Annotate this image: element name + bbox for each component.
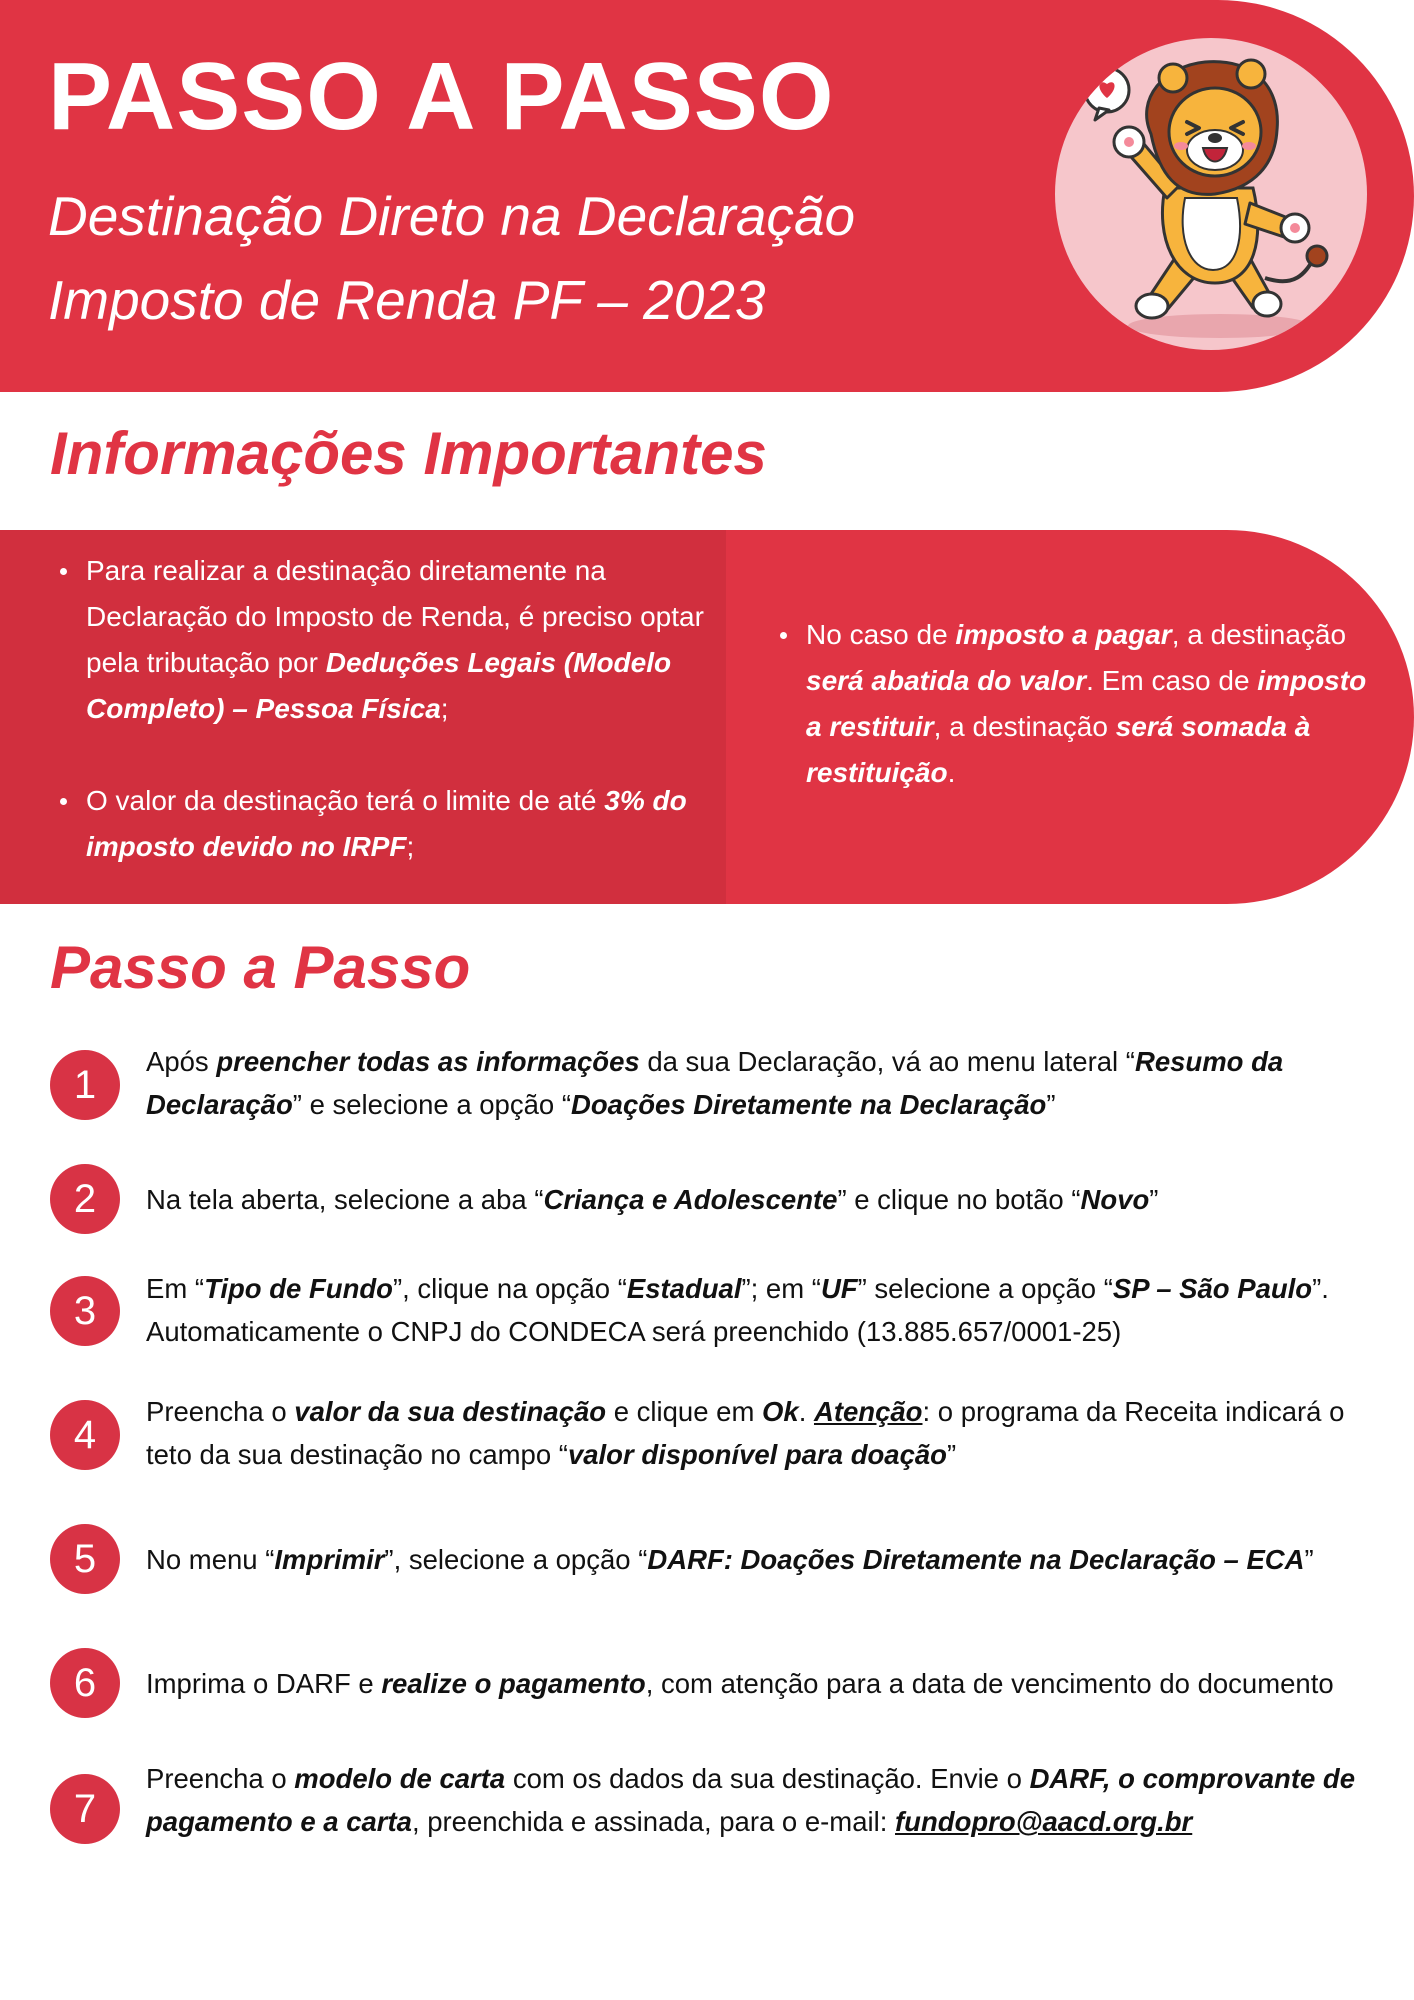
step-number-4: 4 <box>50 1400 120 1470</box>
step-text-7 <box>146 1757 1376 1843</box>
steps-section-title: Passo a Passo <box>50 934 471 1001</box>
lion-mascot-illustration <box>1055 38 1367 350</box>
step-text-4 <box>146 1390 1376 1476</box>
emphasis: 3% do imposto devido no IRPF <box>86 785 687 862</box>
emphasis: imposto a pagar <box>955 619 1172 650</box>
emphasis: realize o pagamento <box>381 1668 646 1699</box>
text: ” e selecione a opção “ <box>292 1089 571 1120</box>
step-number-1: 1 <box>50 1050 120 1120</box>
text: ”, selecione a opção “ <box>384 1544 648 1575</box>
step-text-6 <box>146 1662 1376 1705</box>
emphasis: Estadual <box>626 1273 742 1304</box>
text: . <box>947 757 956 788</box>
text: , preenchida e assinada, para o e-mail: <box>411 1806 896 1837</box>
text: No caso de <box>806 619 956 650</box>
page-title: PASSO A PASSO <box>48 43 835 150</box>
emphasis: Imprimir <box>274 1544 385 1575</box>
step-number-3: 3 <box>50 1276 120 1346</box>
step-number-2: 2 <box>50 1164 120 1234</box>
attention-label: Atenção <box>813 1396 923 1427</box>
emphasis: será somada à restituição <box>806 711 1311 788</box>
text: ”; em “ <box>741 1273 821 1304</box>
step-text-2 <box>146 1178 1376 1221</box>
text: ”. Automaticamente o CNPJ do CONDECA será preenchido (13.885.657/0001-25) <box>146 1273 1329 1347</box>
text: da sua Declaração, vá ao menu lateral “ <box>639 1046 1135 1077</box>
text: e clique em <box>606 1396 763 1427</box>
text: ” <box>1046 1089 1056 1120</box>
text: ; <box>440 693 449 724</box>
emphasis: modelo de carta <box>294 1763 506 1794</box>
step-text-5 <box>146 1538 1376 1581</box>
info-bullet-pagar-restituir <box>776 612 1374 796</box>
emphasis: Deduções Legais (Modelo Completo) – Pessoa Física <box>86 647 672 724</box>
text: . Em caso de <box>1086 665 1258 696</box>
emphasis: Tipo de Fundo <box>204 1273 393 1304</box>
text: O valor da destinação terá o limite de até <box>86 785 605 816</box>
info-panel-right <box>726 530 1414 904</box>
emphasis: imposto a restituir <box>806 665 1367 742</box>
emphasis: Resumo da Declaração <box>146 1046 1284 1120</box>
emphasis: DARF, o comprovante de pagamento e a carta <box>146 1763 1356 1837</box>
emphasis: UF <box>820 1273 858 1304</box>
text: , a destinação <box>1171 619 1347 650</box>
text: : o programa da Receita indicará o teto da sua destinação no campo “ <box>146 1396 1345 1470</box>
text: ” selecione a opção “ <box>857 1273 1113 1304</box>
text: ; <box>406 831 415 862</box>
emphasis: Doações Diretamente na Declaração <box>571 1089 1047 1120</box>
text: Após <box>146 1046 217 1077</box>
emphasis: será abatida do valor <box>806 665 1087 696</box>
emphasis: DARF: Doações Diretamente na Declaração – ECA <box>647 1544 1305 1575</box>
page-subtitle-line1: Destinação Direto na Declaração <box>48 185 856 247</box>
step-number-5: 5 <box>50 1524 120 1594</box>
emphasis: valor da sua destinação <box>294 1396 607 1427</box>
text: ” <box>1304 1544 1314 1575</box>
emphasis: SP – São Paulo <box>1112 1273 1313 1304</box>
text: com os dados da sua destinação. Envie o <box>505 1763 1030 1794</box>
text: ”, clique na opção “ <box>392 1273 627 1304</box>
step-text-1 <box>146 1040 1376 1126</box>
text: Em “ <box>146 1273 205 1304</box>
emphasis: valor disponível para doação <box>567 1439 947 1470</box>
info-bullet-modelo <box>56 548 704 732</box>
step-number-7: 7 <box>50 1774 120 1844</box>
emphasis: Novo <box>1080 1184 1150 1215</box>
text: ” e clique no botão “ <box>837 1184 1081 1215</box>
emphasis: preencher todas as informações <box>216 1046 640 1077</box>
text: , com atenção para a data de vencimento do documento <box>645 1668 1334 1699</box>
info-section-title: Informações Importantes <box>50 420 767 487</box>
text: ” <box>946 1439 957 1470</box>
page-subtitle-line2: Imposto de Renda PF – 2023 <box>48 269 766 331</box>
info-panel-left <box>0 530 726 904</box>
step-number-6: 6 <box>50 1648 120 1718</box>
lion-mascot-icon <box>1055 38 1367 350</box>
emphasis: Criança e Adolescente <box>543 1184 838 1215</box>
text: Na tela aberta, selecione a aba “ <box>146 1184 544 1215</box>
info-bullet-limite <box>56 778 704 870</box>
text: No menu “ <box>146 1544 275 1575</box>
header-banner <box>0 0 1414 392</box>
text: ” <box>1149 1184 1159 1215</box>
text: , a destinação <box>933 711 1116 742</box>
emphasis: Ok <box>762 1396 799 1427</box>
text: Para realizar a destinação diretamente na Declaração do Imposto de Renda, é preciso optar pela tributação por <box>86 555 704 678</box>
text: . <box>798 1396 814 1427</box>
email-link[interactable]: fundopro@aacd.org.br <box>895 1806 1193 1837</box>
text: Preencha o <box>146 1396 295 1427</box>
text: Imprima o DARF e <box>146 1668 382 1699</box>
step-text-3 <box>146 1267 1376 1353</box>
text: Preencha o <box>146 1763 295 1794</box>
